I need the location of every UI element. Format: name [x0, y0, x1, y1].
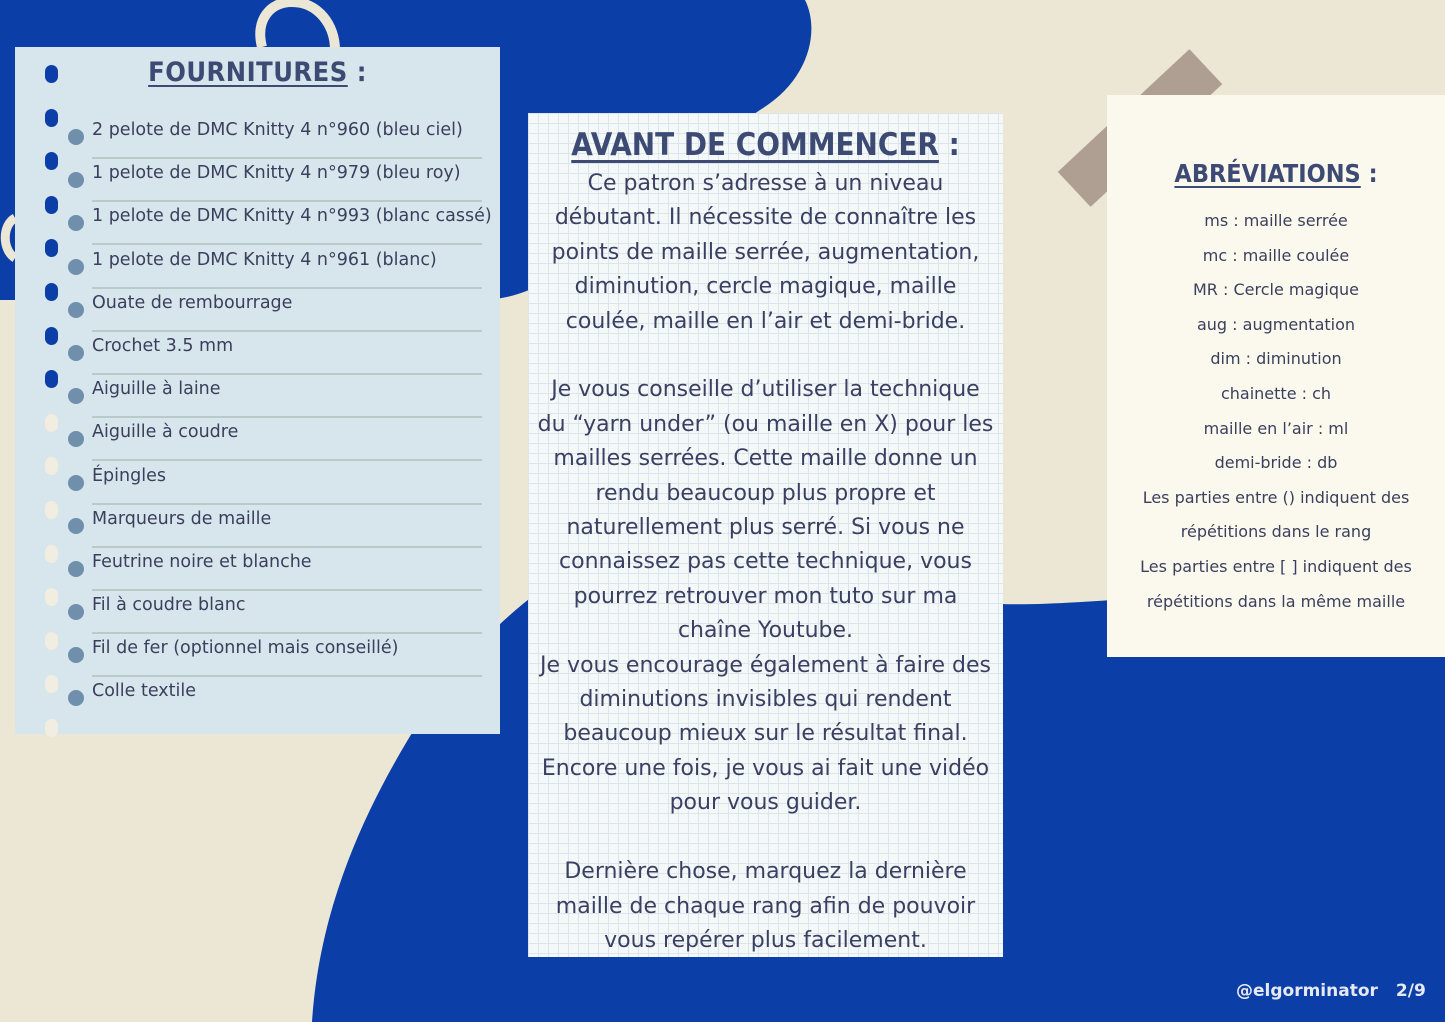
author-handle: @elgorminator	[1236, 981, 1378, 1001]
ruled-line	[92, 589, 482, 591]
bullet-dot	[68, 431, 84, 447]
intro-paragraph-marker: Dernière chose, marquez la dernière maille de chaque rang afin de pouvoir vous repérer plus facilement.	[555, 859, 976, 953]
intro-body	[534, 167, 997, 958]
list-item	[67, 419, 467, 462]
supply-text: Colle textile	[92, 681, 197, 702]
bullet-dot	[68, 259, 84, 275]
bullet-dot	[68, 647, 84, 663]
list-item: mc : maille coulée	[1202, 245, 1350, 265]
notebook-holes	[45, 65, 59, 763]
list-item	[67, 678, 467, 721]
ruled-line	[92, 373, 482, 375]
supply-text: Fil de fer (optionnel mais conseillé)	[92, 638, 399, 659]
binder-hole	[45, 152, 58, 170]
ruled-line	[92, 287, 482, 289]
intro-title	[528, 127, 1003, 163]
binder-hole	[45, 632, 58, 650]
ruled-line	[92, 675, 482, 677]
bullet-dot	[68, 475, 84, 491]
list-item	[67, 549, 467, 592]
binder-hole	[45, 457, 58, 475]
bullet-dot	[68, 388, 84, 404]
list-item	[67, 333, 467, 376]
list-item: Les parties entre [ ] indiquent des	[1140, 556, 1412, 576]
ruled-line	[92, 157, 482, 159]
footer	[1236, 981, 1426, 1001]
list-item	[67, 247, 467, 290]
supply-text: Aiguille à coudre	[92, 422, 239, 443]
supply-text: Fil à coudre blanc	[92, 595, 246, 616]
list-item	[67, 117, 467, 160]
supply-text: Aiguille à laine	[92, 379, 221, 400]
binder-hole	[45, 588, 58, 606]
list-item	[67, 506, 467, 549]
supply-text: 1 pelote de DMC Knitty 4 n°979 (bleu roy)	[92, 163, 461, 184]
supplies-title-text: FOURNITURES	[148, 57, 348, 88]
ruled-line	[92, 243, 482, 245]
intro-title-colon: :	[948, 127, 960, 163]
page-number: 2/9	[1395, 981, 1426, 1001]
supply-text: 2 pelote de DMC Knitty 4 n°960 (bleu ciel)	[92, 120, 463, 140]
intro-title-text: AVANT DE COMMENCER	[571, 127, 939, 163]
bullet-dot	[68, 345, 84, 361]
abbreviations-card	[1107, 95, 1445, 657]
list-item: ms : maille serrée	[1204, 211, 1348, 230]
list-item: répétitions dans le rang	[1180, 522, 1372, 542]
ruled-line	[92, 503, 482, 505]
supplies-title	[15, 57, 500, 88]
list-item	[67, 376, 467, 419]
supply-text: Épingles	[92, 465, 166, 486]
binder-hole	[45, 675, 58, 693]
supplies-card	[15, 47, 500, 734]
binder-hole	[45, 501, 58, 519]
list-item	[67, 203, 492, 246]
list-item: répétitions dans la même maille	[1146, 591, 1406, 611]
bullet-dot	[68, 215, 84, 231]
binder-hole	[45, 545, 58, 563]
list-item: dim : diminution	[1210, 349, 1342, 369]
supplies-title-colon: :	[356, 57, 367, 88]
intro-paragraph-yarn-under: Je vous conseille d’utiliser la technique du “yarn under” (ou maille en X) pour les mailles serrées. Cette maille donne un rendu beaucoup plus propre et naturellement plus serré. Si vous ne connaissez pas cette technique, vous pourrez retrouver mon tuto sur ma chaîne Youtube.	[537, 377, 994, 644]
intro-paragraph-decreases: Je vous encourage également à faire des diminutions invisibles qui rendent beaucoup mieux sur le résultat final. Encore une fois, je vous ai fait une vidéo pour vous guider.	[540, 652, 991, 816]
bullet-dot	[68, 604, 84, 620]
list-item: MR : Cercle magique	[1192, 280, 1360, 300]
bullet-dot	[68, 561, 84, 577]
ruled-line	[92, 200, 482, 202]
intro-paragraph-level: Ce patron s’adresse à un niveau débutant. Il nécessite de connaître les points de maille serrée, augmentation, diminution, cercle magique, maille coulée, maille en l’air et demi-bride.	[551, 171, 980, 334]
binder-hole	[45, 283, 58, 301]
abbreviations-list	[1107, 204, 1445, 619]
list-item	[67, 160, 467, 203]
binder-hole	[45, 109, 58, 127]
bullet-dot	[68, 690, 84, 706]
list-item: Les parties entre () indiquent des	[1142, 487, 1410, 507]
bullet-dot	[68, 172, 84, 188]
supply-text: Feutrine noire et blanche	[92, 551, 312, 572]
supply-text: Ouate de rembourrage	[92, 292, 293, 313]
bullet-dot	[68, 129, 84, 145]
list-item: aug : augmentation	[1196, 314, 1356, 334]
abbreviations-title-colon: :	[1368, 159, 1378, 188]
supply-text: 1 pelote de DMC Knitty 4 n°993 (blanc cassé)	[92, 206, 492, 227]
ruled-line	[92, 546, 482, 548]
ruled-line	[92, 632, 482, 634]
list-item	[67, 290, 467, 333]
supplies-list	[67, 117, 492, 722]
binder-hole	[45, 196, 58, 214]
supply-text: Marqueurs de maille	[92, 508, 272, 529]
ruled-line	[92, 459, 482, 461]
abbreviations-title-text: ABRÉVIATIONS	[1174, 159, 1361, 188]
ruled-line	[92, 330, 482, 332]
list-item	[67, 592, 467, 635]
list-item	[67, 463, 467, 506]
list-item	[67, 635, 467, 678]
ruled-line	[92, 416, 482, 418]
bullet-dot	[68, 302, 84, 318]
binder-hole	[45, 719, 58, 737]
binder-hole	[45, 370, 58, 388]
intro-card	[528, 113, 1003, 957]
abbreviations-title	[1107, 159, 1445, 188]
list-item: maille en l’air : ml	[1203, 418, 1349, 438]
supply-text: 1 pelote de DMC Knitty 4 n°961 (blanc)	[92, 249, 437, 270]
binder-hole	[45, 327, 58, 345]
binder-hole	[45, 239, 58, 257]
list-item: demi-bride : db	[1214, 453, 1338, 473]
supply-text: Crochet 3.5 mm	[92, 335, 234, 356]
binder-hole	[45, 414, 58, 432]
list-item: chainette : ch	[1220, 383, 1332, 403]
bullet-dot	[68, 518, 84, 534]
